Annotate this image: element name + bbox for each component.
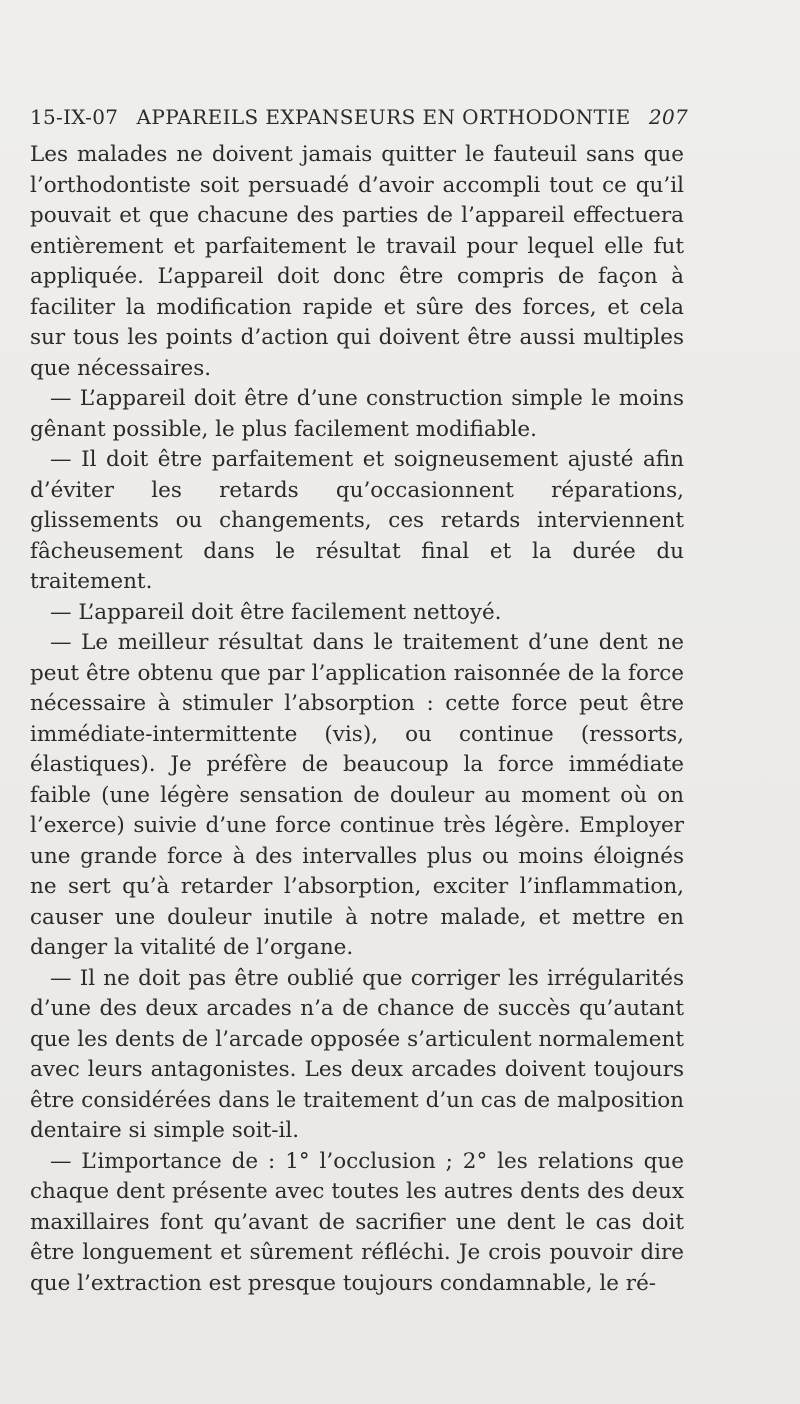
paragraph: — Il doit être parfaitement et soigneusement ajusté afin d’éviter les retards qu’occasionnent réparations, glissements ou changements, ces retards interviennent fâcheusement dans le résultat final et la durée du traitement. — [30, 447, 684, 594]
header-title: APPAREILS EXPANSEURS EN ORTHODONTIE — [136, 105, 631, 129]
paragraph: Les malades ne doivent jamais quitter le fauteuil sans que l’orthodontiste soit persuadé d’avoir accompli tout ce qu’il pouvait et que chacune des parties de l’appareil effectuera entièrement et parfaitement le travail pour lequel elle fut appliquée. L’appareil doit donc être compris de façon à faciliter la modification rapide et sûre des forces, et cela sur tous les points d’action qui doivent être aussi multiples que nécessaires. — [30, 142, 684, 381]
body-text — [30, 140, 684, 1299]
paragraph: — Il ne doit pas être oublié que corriger les irrégularités d’une des deux arcades n’a de chance de succès qu’autant que les dents de l’arcade opposée s’articulent normalement avec leurs antagonistes. Les deux arcades doivent toujours être considérées dans le traitement d’un cas de malposition dentaire si simple soit-il. — [30, 965, 684, 1143]
page-number: 207 — [648, 105, 688, 129]
paragraph: — L’appareil doit être d’une construction simple le moins gênant possible, le plus facilement modifiable. — [30, 386, 684, 442]
paragraph: — L’importance de : 1° l’occlusion ; 2° les relations que chaque dent présente avec toutes les autres dents des deux maxillaires font qu’avant de sacrifier une dent le cas doit être longuement et sûrement réfléchi. Je crois pouvoir dire que l’extraction est presque toujours condamnable, le ré- — [30, 1148, 684, 1296]
running-header — [30, 105, 688, 141]
paragraph: — Le meilleur résultat dans le traitement d’une dent ne peut être obtenu que par l’application raisonnée de la force nécessaire à stimuler l’absorption : cette force peut être immédiate-intermittente (vis), ou continue (ressorts, élastiques). Je préfère de beaucoup la force immédiate faible (une légère sensation de douleur au moment où on l’exerce) suivie d’une force continue très légère. Employer une grande force à des intervalles plus ou moins éloignés ne sert qu’à retarder l’absorption, exciter l’inflammation, causer une douleur inutile à notre malade, et mettre en danger la vitalité de l’organe. — [30, 630, 684, 960]
header-date: 15-IX-07 — [30, 105, 119, 129]
paragraph: — L’appareil doit être facilement nettoyé. — [50, 599, 502, 625]
